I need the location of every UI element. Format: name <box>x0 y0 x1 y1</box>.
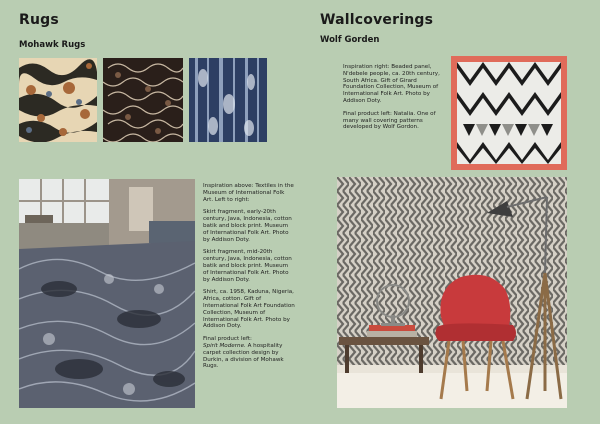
spirit-moderne-rug-photo <box>19 179 195 408</box>
beaded-panel-frame <box>451 56 567 170</box>
rugs-caption-skirt-early: Skirt fragment, early-20th century, Java, Indonesia, cotton batik and block print. Museum of International Folk Art. Photo by Addison Doty. <box>203 209 292 243</box>
rugs-caption-shirt: Shirt, ca. 1958, Kaduna, Nigeria, Africa, cotton. Gift of International Folk Art Foundation Collection, Museum of International Folk Art. Photo by Addison Doty. <box>203 289 295 330</box>
rugs-caption-skirt-mid: Skirt fragment, mid-20th century, Java, Indonesia, cotton batik and block print. Museum of International Folk Art. Photo by Addison Doty. <box>203 249 292 283</box>
rugs-final-product-name: Spirit Moderne. <box>203 342 246 349</box>
wallcoverings-title: Wallcoverings <box>320 12 434 28</box>
rugs-final-description: A hospitality carpet collection design by Durkin, a division of Mohawk Rugs. <box>203 342 284 370</box>
wallcoverings-subtitle: Wolf Gorden <box>320 35 380 45</box>
wallcoverings-caption <box>343 64 441 137</box>
rugs-caption-final <box>203 336 295 370</box>
rugs-subtitle: Mohawk Rugs <box>19 40 86 50</box>
wallcoverings-caption-inspiration: Inspiration right: Beaded panel, N'debele people, ca. 20th century, South Africa. Gift of Girard Foundation Collection, Museum of International Folk Art. Photo by Addison Doty. <box>343 64 440 104</box>
indigo-shirt-swatch <box>189 58 267 142</box>
batik-swatch-mid <box>103 58 183 142</box>
natalia-wallcovering-photo <box>337 177 567 408</box>
wallcoverings-caption-final: Final product left: Natalia. One of many wall covering patterns developed by Wolf Gordon. <box>343 110 436 131</box>
beaded-panel-image <box>457 62 561 164</box>
rugs-final-label: Final product left: <box>203 336 252 343</box>
batik-swatch-early <box>19 58 97 142</box>
rugs-caption-intro: Inspiration above: Textiles in the Museum of International Folk Art. Left to right: <box>203 183 294 203</box>
rugs-caption <box>203 183 295 376</box>
rugs-title: Rugs <box>19 12 59 28</box>
